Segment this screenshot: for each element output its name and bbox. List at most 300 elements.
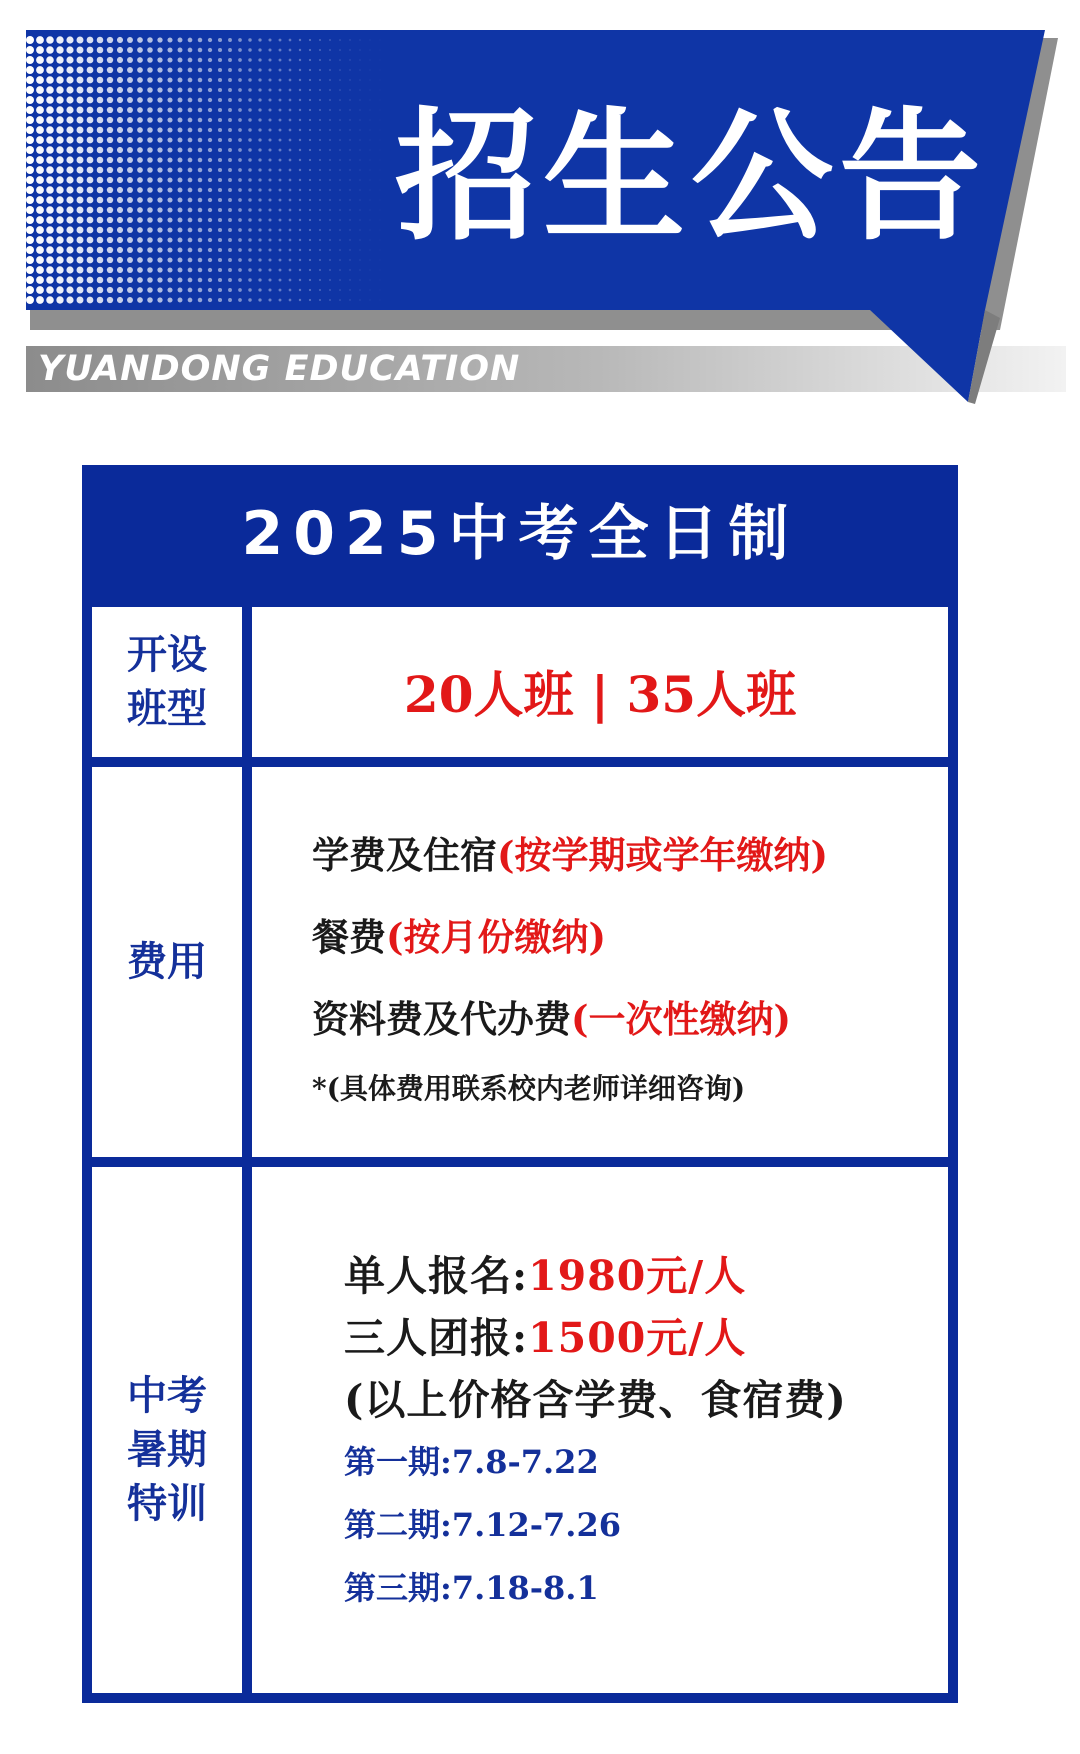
halftone-dot bbox=[349, 279, 350, 280]
halftone-dot bbox=[178, 158, 183, 163]
halftone-dot bbox=[349, 89, 350, 90]
halftone-dot bbox=[258, 228, 261, 231]
halftone-dot bbox=[147, 107, 153, 113]
halftone-dot bbox=[77, 207, 84, 214]
classes-value: 20人班 | 35人班 bbox=[403, 665, 797, 724]
halftone-dot bbox=[370, 130, 371, 131]
halftone-dot bbox=[137, 227, 143, 233]
halftone-dot bbox=[147, 137, 153, 143]
halftone-dot bbox=[77, 187, 84, 194]
price-group-value: 1500元/人 bbox=[528, 1314, 747, 1362]
halftone-dot bbox=[248, 38, 251, 41]
halftone-dot bbox=[56, 276, 63, 283]
halftone-dot bbox=[329, 59, 331, 61]
halftone-dot bbox=[258, 98, 261, 101]
halftone-dot bbox=[66, 116, 73, 123]
halftone-dot bbox=[380, 200, 381, 201]
halftone-dot bbox=[208, 48, 212, 52]
halftone-dot bbox=[127, 77, 133, 83]
halftone-dot bbox=[147, 187, 153, 193]
halftone-dot bbox=[56, 36, 63, 43]
halftone-dot bbox=[299, 159, 301, 161]
halftone-dot bbox=[97, 67, 104, 74]
halftone-dot bbox=[56, 116, 63, 123]
halftone-dot bbox=[218, 138, 222, 142]
halftone-dot bbox=[167, 177, 172, 182]
halftone-dot bbox=[339, 139, 341, 141]
halftone-dot bbox=[157, 297, 162, 302]
halftone-dot bbox=[238, 288, 242, 292]
halftone-dot bbox=[349, 299, 350, 300]
halftone-dot bbox=[370, 200, 371, 201]
halftone-dot bbox=[329, 279, 331, 281]
halftone-dot bbox=[36, 156, 44, 164]
halftone-dot bbox=[157, 177, 162, 182]
halftone-dot bbox=[248, 278, 251, 281]
halftone-dot bbox=[147, 97, 153, 103]
halftone-dot bbox=[258, 78, 261, 81]
halftone-dot bbox=[157, 67, 162, 72]
halftone-dot bbox=[46, 66, 54, 74]
halftone-dot bbox=[208, 138, 212, 142]
fee-item-materials-note: (一次性缴纳) bbox=[571, 997, 792, 1041]
halftone-dot bbox=[268, 188, 271, 191]
halftone-dot bbox=[127, 137, 133, 143]
halftone-dot bbox=[380, 140, 381, 141]
halftone-dot bbox=[97, 147, 104, 154]
halftone-dot bbox=[329, 209, 331, 211]
halftone-dot bbox=[117, 127, 123, 133]
halftone-dot bbox=[157, 217, 162, 222]
halftone-dot bbox=[370, 60, 371, 61]
halftone-dot bbox=[299, 49, 301, 51]
halftone-dot bbox=[107, 127, 113, 133]
halftone-dot bbox=[87, 87, 94, 94]
halftone-dot bbox=[107, 177, 113, 183]
halftone-dot bbox=[36, 86, 44, 94]
halftone-dot bbox=[157, 147, 162, 152]
halftone-dot bbox=[238, 78, 242, 82]
halftone-dot bbox=[137, 127, 143, 133]
halftone-dot bbox=[198, 218, 203, 223]
halftone-dot bbox=[157, 137, 162, 142]
halftone-dot bbox=[87, 187, 94, 194]
halftone-dot bbox=[157, 287, 162, 292]
halftone-dot bbox=[157, 57, 162, 62]
halftone-dot bbox=[178, 48, 183, 53]
halftone-dot bbox=[167, 167, 172, 172]
halftone-dot bbox=[218, 118, 222, 122]
halftone-dot bbox=[248, 88, 251, 91]
halftone-dot bbox=[339, 129, 341, 131]
halftone-dot bbox=[147, 157, 153, 163]
halftone-dot bbox=[46, 86, 54, 94]
halftone-dot bbox=[380, 100, 381, 101]
halftone-dot bbox=[309, 119, 311, 121]
halftone-dot bbox=[167, 287, 172, 292]
halftone-dot bbox=[248, 98, 251, 101]
halftone-dot bbox=[228, 158, 232, 162]
halftone-dot bbox=[97, 57, 104, 64]
halftone-dot bbox=[36, 106, 44, 114]
halftone-dot bbox=[258, 38, 261, 41]
halftone-dot bbox=[370, 280, 371, 281]
halftone-dot bbox=[248, 148, 251, 151]
halftone-dot bbox=[107, 57, 113, 63]
halftone-dot bbox=[248, 178, 251, 181]
halftone-dot bbox=[46, 286, 54, 294]
halftone-dot bbox=[26, 166, 34, 174]
halftone-dot bbox=[359, 229, 360, 230]
halftone-dot bbox=[279, 109, 282, 112]
halftone-dot bbox=[157, 77, 162, 82]
halftone-dot bbox=[66, 216, 73, 223]
halftone-dot bbox=[349, 139, 350, 140]
halftone-dot bbox=[127, 277, 133, 283]
halftone-dot bbox=[26, 286, 34, 294]
halftone-dot bbox=[339, 229, 341, 231]
halftone-dot bbox=[157, 87, 162, 92]
halftone-dot bbox=[46, 166, 54, 174]
halftone-dot bbox=[289, 229, 292, 232]
halftone-dot bbox=[107, 37, 113, 43]
halftone-dot bbox=[309, 149, 311, 151]
halftone-dot bbox=[46, 276, 54, 284]
halftone-dot bbox=[309, 69, 311, 71]
halftone-dot bbox=[370, 100, 371, 101]
halftone-dot bbox=[188, 88, 193, 93]
halftone-dot bbox=[309, 189, 311, 191]
halftone-dot bbox=[167, 47, 172, 52]
halftone-dot bbox=[238, 118, 242, 122]
halftone-dot bbox=[279, 229, 282, 232]
halftone-dot bbox=[198, 248, 203, 253]
halftone-dot bbox=[46, 196, 54, 204]
halftone-dot bbox=[56, 216, 63, 223]
halftone-dot bbox=[117, 87, 123, 93]
halftone-dot bbox=[309, 139, 311, 141]
fees-label: 费用 bbox=[127, 938, 207, 985]
halftone-dot bbox=[289, 159, 292, 162]
halftone-dot bbox=[289, 49, 292, 52]
halftone-dot bbox=[349, 199, 350, 200]
halftone-dot bbox=[147, 47, 153, 53]
halftone-dot bbox=[228, 98, 232, 102]
halftone-dot bbox=[309, 89, 311, 91]
halftone-dot bbox=[46, 226, 54, 234]
halftone-dot bbox=[359, 299, 360, 300]
halftone-dot bbox=[46, 296, 54, 304]
halftone-dot bbox=[107, 137, 113, 143]
halftone-dot bbox=[147, 177, 153, 183]
halftone-dot bbox=[26, 266, 34, 274]
price-group bbox=[344, 1305, 746, 1364]
halftone-dot bbox=[218, 248, 222, 252]
halftone-dot bbox=[349, 179, 350, 180]
halftone-dot bbox=[117, 227, 123, 233]
halftone-dot bbox=[349, 189, 350, 190]
notice-table bbox=[82, 465, 958, 1703]
halftone-dot bbox=[208, 98, 212, 102]
halftone-dot bbox=[279, 209, 282, 212]
halftone-dot bbox=[198, 298, 203, 303]
halftone-dot bbox=[77, 247, 84, 254]
halftone-dot bbox=[248, 138, 251, 141]
halftone-dot bbox=[319, 249, 321, 251]
halftone-dot bbox=[87, 247, 94, 254]
halftone-dot bbox=[46, 156, 54, 164]
halftone-dot bbox=[329, 79, 331, 81]
halftone-dot bbox=[127, 237, 133, 243]
halftone-dot bbox=[359, 59, 360, 60]
halftone-dot bbox=[258, 258, 261, 261]
halftone-dot bbox=[339, 289, 341, 291]
halftone-dot bbox=[46, 206, 54, 214]
halftone-dot bbox=[309, 219, 311, 221]
halftone-dot bbox=[258, 298, 261, 301]
halftone-dot bbox=[268, 138, 271, 141]
halftone-dot bbox=[107, 237, 113, 243]
halftone-dot bbox=[188, 78, 193, 83]
halftone-dot bbox=[117, 117, 123, 123]
halftone-dot bbox=[208, 128, 212, 132]
halftone-dot bbox=[137, 277, 143, 283]
halftone-dot bbox=[36, 226, 44, 234]
halftone-dot bbox=[289, 109, 292, 112]
halftone-dot bbox=[147, 197, 153, 203]
halftone-dot bbox=[178, 38, 183, 43]
halftone-dot bbox=[157, 227, 162, 232]
halftone-dot bbox=[167, 227, 172, 232]
halftone-dot bbox=[268, 278, 271, 281]
halftone-dot bbox=[339, 269, 341, 271]
halftone-dot bbox=[370, 80, 371, 81]
halftone-dot bbox=[289, 99, 292, 102]
halftone-dot bbox=[359, 219, 360, 220]
halftone-dot bbox=[248, 128, 251, 131]
halftone-dot bbox=[370, 230, 371, 231]
session-2: 第二期:7.12-7.26 bbox=[344, 1506, 621, 1544]
halftone-dot bbox=[228, 168, 232, 172]
halftone-dot bbox=[339, 69, 341, 71]
halftone-dot bbox=[117, 217, 123, 223]
halftone-dot bbox=[198, 98, 203, 103]
halftone-dot bbox=[218, 128, 222, 132]
halftone-dot bbox=[349, 239, 350, 240]
price-single-value: 1980元/人 bbox=[528, 1252, 747, 1300]
halftone-dot bbox=[66, 136, 73, 143]
halftone-dot bbox=[258, 268, 261, 271]
halftone-dot bbox=[117, 247, 123, 253]
halftone-dot bbox=[359, 39, 360, 40]
halftone-dot bbox=[228, 148, 232, 152]
halftone-dot bbox=[198, 38, 203, 43]
halftone-dot bbox=[268, 228, 271, 231]
halftone-dot bbox=[359, 69, 360, 70]
halftone-dot bbox=[97, 207, 104, 214]
halftone-dot bbox=[127, 47, 133, 53]
halftone-dot bbox=[248, 248, 251, 251]
halftone-dot bbox=[279, 149, 282, 152]
halftone-dot bbox=[299, 59, 301, 61]
halftone-dot bbox=[268, 88, 271, 91]
halftone-dot bbox=[299, 169, 301, 171]
halftone-dot bbox=[370, 270, 371, 271]
halftone-dot bbox=[289, 39, 292, 42]
halftone-dot bbox=[258, 58, 261, 61]
halftone-dot bbox=[157, 97, 162, 102]
halftone-dot bbox=[329, 169, 331, 171]
halftone-dot bbox=[218, 88, 222, 92]
halftone-dot bbox=[188, 198, 193, 203]
halftone-dot bbox=[107, 227, 113, 233]
halftone-dot bbox=[289, 69, 292, 72]
halftone-dot bbox=[56, 266, 63, 273]
halftone-dot bbox=[97, 267, 104, 274]
halftone-dot bbox=[349, 219, 350, 220]
halftone-dot bbox=[167, 157, 172, 162]
halftone-dot bbox=[380, 120, 381, 121]
halftone-dot bbox=[66, 206, 73, 213]
halftone-dot bbox=[188, 178, 193, 183]
halftone-dot bbox=[329, 139, 331, 141]
halftone-dot bbox=[66, 176, 73, 183]
halftone-dot bbox=[56, 256, 63, 263]
halftone-dot bbox=[107, 207, 113, 213]
halftone-dot bbox=[289, 269, 292, 272]
halftone-dot bbox=[56, 86, 63, 93]
halftone-dot bbox=[339, 39, 341, 41]
halftone-dot bbox=[339, 249, 341, 251]
halftone-dot bbox=[248, 108, 251, 111]
halftone-dot bbox=[238, 98, 242, 102]
halftone-dot bbox=[147, 147, 153, 153]
halftone-dot bbox=[349, 149, 350, 150]
halftone-dot bbox=[178, 128, 183, 133]
halftone-dot bbox=[309, 159, 311, 161]
halftone-dot bbox=[359, 109, 360, 110]
halftone-dot bbox=[228, 88, 232, 92]
halftone-dot bbox=[319, 229, 321, 231]
halftone-dot bbox=[36, 266, 44, 274]
halftone-dot bbox=[188, 108, 193, 113]
halftone-dot bbox=[117, 137, 123, 143]
halftone-dot bbox=[339, 89, 341, 91]
halftone-dot bbox=[370, 170, 371, 171]
halftone-dot bbox=[97, 47, 104, 54]
halftone-dot bbox=[299, 149, 301, 151]
halftone-dot bbox=[87, 127, 94, 134]
halftone-dot bbox=[198, 78, 203, 83]
halftone-dot bbox=[117, 267, 123, 273]
halftone-dot bbox=[147, 87, 153, 93]
halftone-dot bbox=[26, 186, 34, 194]
halftone-dot bbox=[218, 98, 222, 102]
banner-subtitle: YUANDONG EDUCATION bbox=[38, 349, 521, 389]
halftone-dot bbox=[147, 127, 153, 133]
halftone-dot bbox=[46, 176, 54, 184]
halftone-dot bbox=[370, 120, 371, 121]
halftone-dot bbox=[87, 107, 94, 114]
halftone-dot bbox=[137, 247, 143, 253]
halftone-dot bbox=[268, 198, 271, 201]
halftone-dot bbox=[380, 60, 381, 61]
halftone-dot bbox=[329, 199, 331, 201]
halftone-dot bbox=[238, 268, 242, 272]
halftone-dot bbox=[279, 239, 282, 242]
halftone-dot bbox=[279, 79, 282, 82]
halftone-dot bbox=[46, 46, 54, 54]
halftone-dot bbox=[349, 229, 350, 230]
halftone-dot bbox=[97, 157, 104, 164]
halftone-dot bbox=[208, 258, 212, 262]
halftone-dot bbox=[36, 206, 44, 214]
halftone-dot bbox=[268, 288, 271, 291]
halftone-dot bbox=[359, 249, 360, 250]
halftone-dot bbox=[208, 198, 212, 202]
halftone-dot bbox=[289, 209, 292, 212]
halftone-dot bbox=[66, 226, 73, 233]
halftone-dot bbox=[289, 179, 292, 182]
halftone-dot bbox=[167, 67, 172, 72]
halftone-dot bbox=[218, 168, 222, 172]
halftone-dot bbox=[36, 36, 44, 44]
halftone-dot bbox=[258, 48, 261, 51]
halftone-dot bbox=[117, 47, 123, 53]
halftone-dot bbox=[77, 217, 84, 224]
halftone-dot bbox=[208, 88, 212, 92]
halftone-dot bbox=[289, 189, 292, 192]
halftone-dot bbox=[87, 77, 94, 84]
halftone-dot bbox=[97, 77, 104, 84]
halftone-dot bbox=[329, 269, 331, 271]
halftone-dot bbox=[167, 87, 172, 92]
halftone-dot bbox=[97, 277, 104, 284]
halftone-dot bbox=[258, 208, 261, 211]
fee-item-meals bbox=[312, 907, 606, 961]
halftone-dot bbox=[258, 148, 261, 151]
halftone-dot bbox=[107, 197, 113, 203]
halftone-dot bbox=[46, 96, 54, 104]
halftone-dot bbox=[26, 226, 34, 234]
halftone-dot bbox=[228, 188, 232, 192]
halftone-dot bbox=[370, 70, 371, 71]
halftone-dot bbox=[137, 237, 143, 243]
halftone-dot bbox=[319, 299, 321, 301]
halftone-dot bbox=[26, 46, 34, 54]
halftone-dot bbox=[188, 38, 193, 43]
halftone-dot bbox=[77, 237, 84, 244]
halftone-dot bbox=[329, 89, 331, 91]
halftone-dot bbox=[198, 268, 203, 273]
halftone-dot bbox=[248, 188, 251, 191]
halftone-dot bbox=[380, 90, 381, 91]
halftone-dot bbox=[268, 148, 271, 151]
halftone-dot bbox=[66, 186, 73, 193]
halftone-dot bbox=[279, 299, 282, 302]
halftone-dot bbox=[137, 87, 143, 93]
halftone-dot bbox=[56, 296, 63, 303]
halftone-dot bbox=[299, 89, 301, 91]
halftone-dot bbox=[218, 228, 222, 232]
halftone-dot bbox=[77, 287, 84, 294]
halftone-dot bbox=[248, 68, 251, 71]
halftone-dot bbox=[147, 297, 153, 303]
halftone-dot bbox=[208, 188, 212, 192]
halftone-dot bbox=[147, 267, 153, 273]
halftone-dot bbox=[359, 179, 360, 180]
halftone-dot bbox=[299, 99, 301, 101]
